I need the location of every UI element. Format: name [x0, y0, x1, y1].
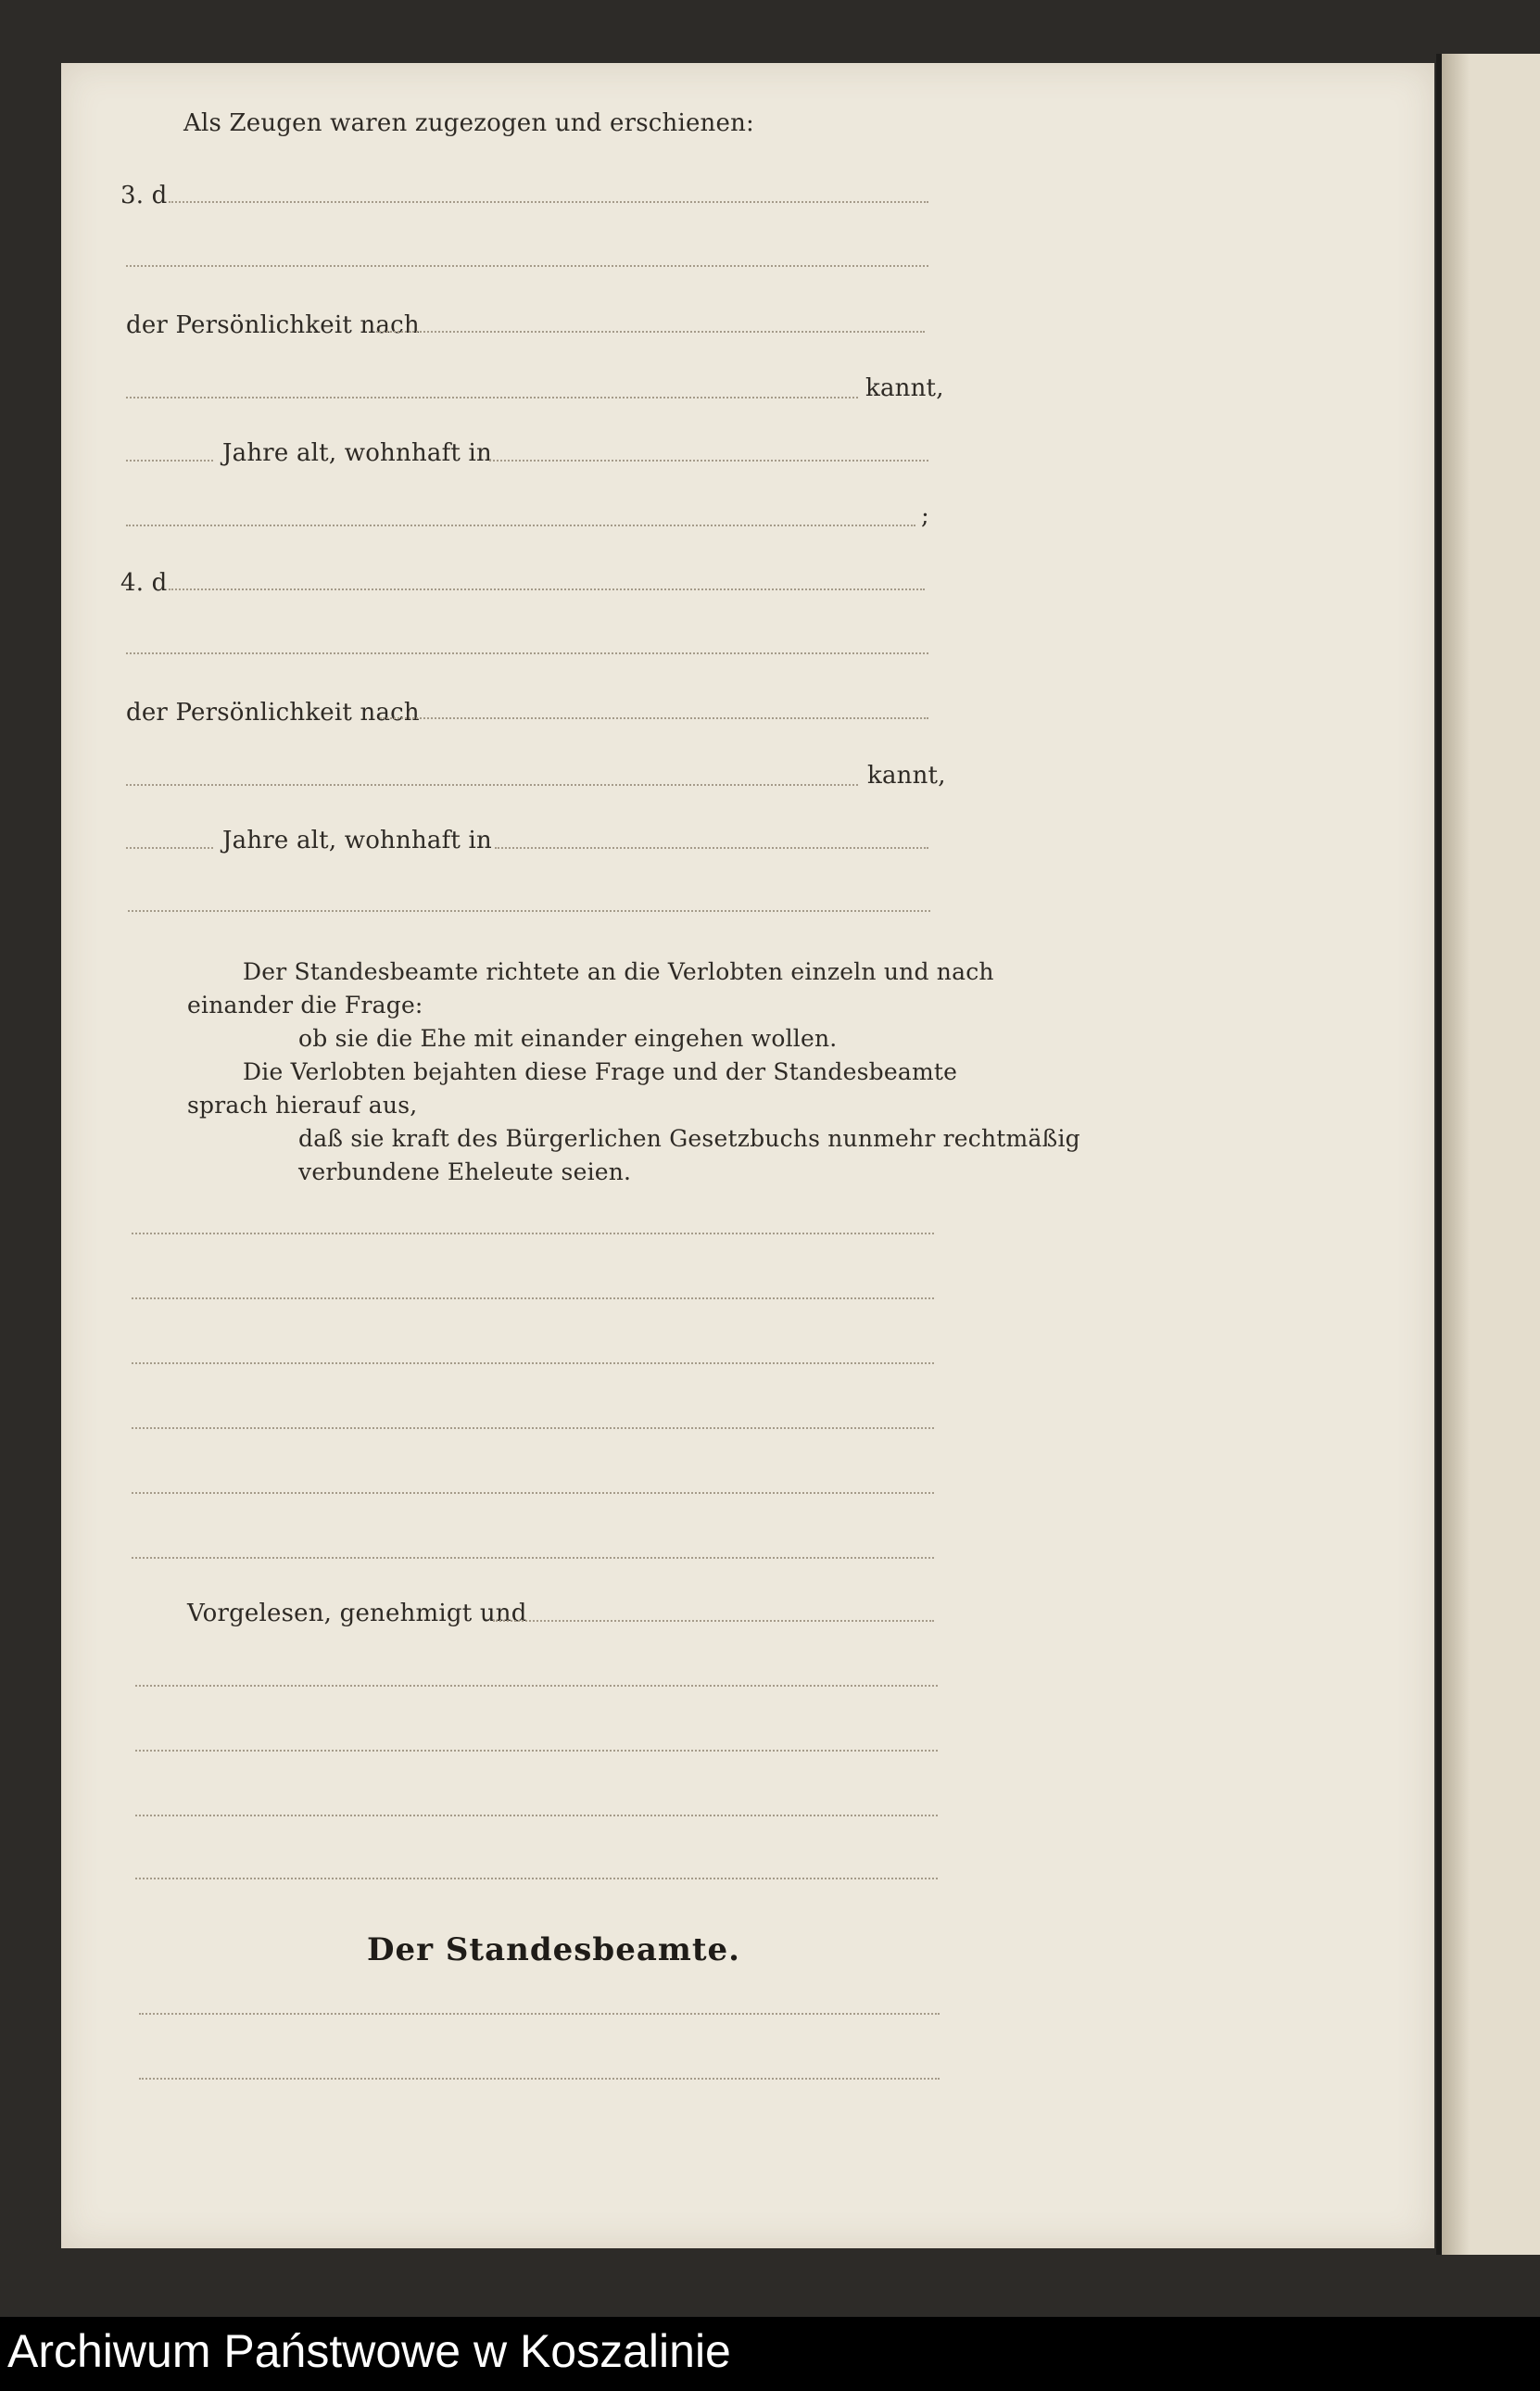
witness-4-personality: der Persönlichkeit nach: [126, 699, 420, 727]
witness-3-number: 3. d: [120, 182, 168, 209]
witness-3-known-line: [126, 397, 858, 398]
blank-line-10: [135, 1878, 938, 1879]
ceremony-line-3: ob sie die Ehe mit einander eingehen wollen.: [298, 1025, 838, 1052]
witness-3-known: kannt,: [865, 374, 944, 402]
closing-line: [493, 1620, 934, 1622]
witness-3-name-line: [169, 201, 928, 203]
blank-line-6: [132, 1557, 934, 1559]
blank-line-5: [132, 1492, 934, 1494]
witness-4-personality-line: [380, 717, 928, 719]
witness-4-age-residence: Jahre alt, wohnhaft in: [222, 827, 492, 854]
witness-3-residence-line: [489, 460, 928, 462]
document-page: [61, 63, 1434, 2248]
witness-4-residence-line: [495, 847, 928, 849]
witness-3-residence-line-2: [126, 525, 915, 526]
blank-line-8: [135, 1750, 938, 1752]
page-fold: [1442, 54, 1470, 2255]
witness-intro: Als Zeugen waren zugezogen und erschienen:: [183, 109, 754, 137]
ceremony-line-1: Der Standesbeamte richtete an die Verlobten einzeln und nach: [243, 958, 994, 985]
witness-4-name-line: [169, 588, 925, 590]
archive-label: Archiwum Państwowe w Koszalinie: [7, 2325, 731, 2377]
ceremony-line-6: daß sie kraft des Bürgerlichen Gesetzbuchs nunmehr rechtmäßig: [298, 1125, 1080, 1152]
witness-4-known-line: [126, 784, 858, 786]
signature-heading: Der Standesbeamte.: [367, 1931, 741, 1968]
blank-line-7: [135, 1685, 938, 1687]
witness-3-age-residence: Jahre alt, wohnhaft in: [222, 439, 492, 467]
witness-4-residence-line-2: [128, 910, 930, 912]
facing-page-edge: [1436, 54, 1540, 2255]
signature-line-2: [139, 2078, 940, 2080]
witness-3-age-line: [126, 460, 213, 462]
witness-3-personality-line: [376, 331, 925, 333]
ceremony-line-7: verbundene Eheleute seien.: [298, 1158, 632, 1185]
witness-3-end: ;: [921, 502, 929, 530]
signature-line-1: [139, 2013, 940, 2015]
witness-3-name-line-2: [126, 265, 928, 267]
witness-4-number: 4. d: [120, 569, 168, 597]
ceremony-line-5: sprach hierauf aus,: [187, 1092, 418, 1119]
blank-line-3: [132, 1362, 934, 1364]
witness-4-age-line: [126, 847, 213, 849]
ceremony-line-4: Die Verlobten bejahten diese Frage und der Standesbeamte: [243, 1058, 958, 1085]
ceremony-line-2: einander die Frage:: [187, 992, 423, 1018]
witness-3-personality: der Persönlichkeit nach: [126, 311, 420, 339]
closing-text: Vorgelesen, genehmigt und: [187, 1600, 527, 1627]
blank-line-9: [135, 1815, 938, 1816]
witness-4-known: kannt,: [867, 762, 946, 790]
witness-4-name-line-2: [126, 652, 928, 654]
blank-line-4: [132, 1427, 934, 1429]
blank-line-2: [132, 1297, 934, 1299]
blank-line-1: [132, 1233, 934, 1234]
